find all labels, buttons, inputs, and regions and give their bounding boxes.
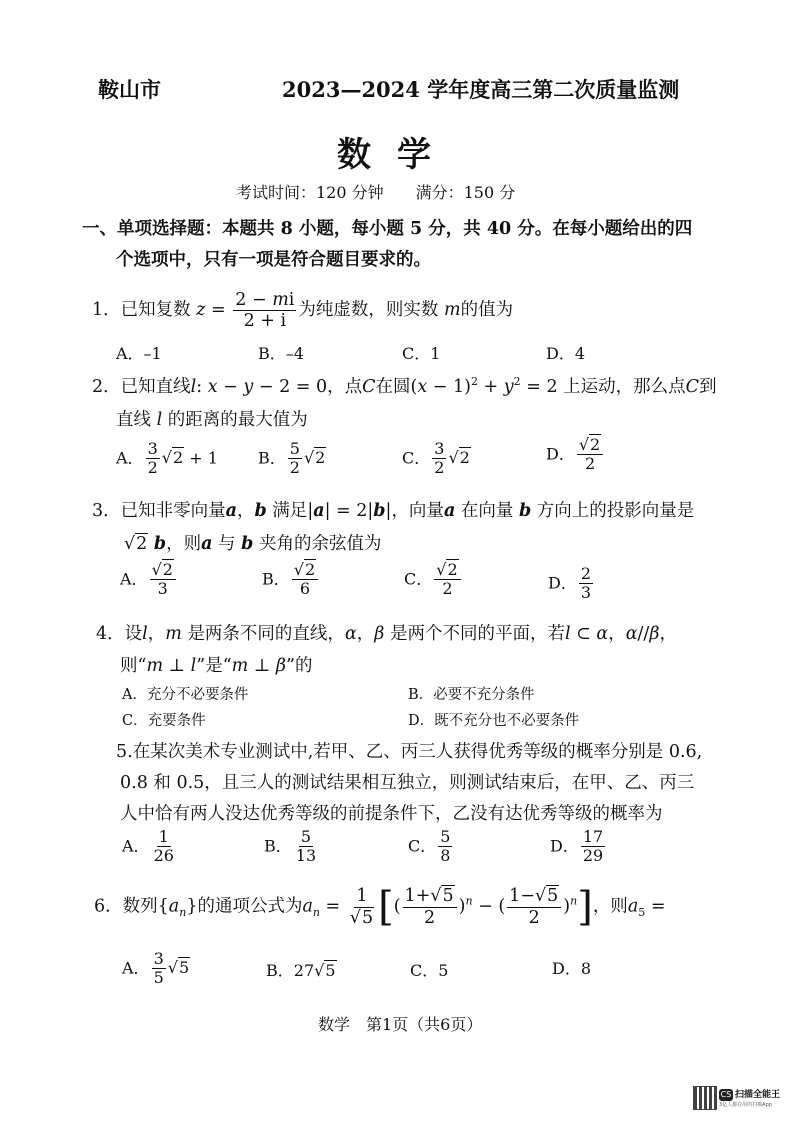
q3-option-b: B． $\frac{√2}{6}$ — [262, 561, 320, 599]
question-3-line1: 3．已知非零向量a，b 满足|a| = 2|b|，向量a 在向量 b 方向上的投影向量是 — [92, 501, 695, 521]
q6-option-b: B．27√5 — [266, 961, 336, 980]
exam-info: 考试时间：120 分钟 满分：150 分 — [236, 183, 516, 202]
camscanner-logo-icon: CS — [720, 1090, 732, 1099]
q2-option-d: D． $\frac{√2}{2}$ — [546, 436, 605, 474]
q6-option-a: A． $\frac{3}{5}$ √5 — [122, 949, 190, 988]
question-3-line2: √2 b，则a 与 b 夹角的余弦值为 — [124, 534, 382, 554]
question-5-line3: 人中恰有两人没达优秀等级的前提条件下，乙没有达优秀等级的概率为 — [120, 804, 663, 824]
q2-option-b: B． $\frac{5}{2}$ √2 — [258, 439, 326, 478]
q4-option-a: A．充分不必要条件 — [122, 687, 249, 703]
q3-option-a: A． $\frac{√2}{3}$ — [120, 561, 178, 599]
q1-option-b: B．–4 — [258, 344, 304, 363]
question-4-line1: 4．设l，m 是两条不同的直线，α，β 是两个不同的平面，若l ⊂ α，α//β， — [96, 624, 677, 644]
question-5-line2: 0.8 和 0.5，且三人的测试结果相互独立，则测试结束后，在甲、乙、丙三 — [120, 773, 695, 793]
q2-option-c: C． $\frac{3}{2}$ √2 — [402, 439, 470, 478]
watermark-subtitle: 3亿人都在用的扫描App — [719, 1102, 772, 1108]
q6-option-d: D．8 — [552, 959, 592, 978]
header-exam-title: 2023—2024 学年度高三第二次质量监测 — [282, 77, 680, 102]
q1-option-d: D．4 — [546, 344, 586, 363]
question-4-line2: 则“m ⊥ l”是“m ⊥ β”的 — [120, 656, 313, 676]
section1-line2: 个选项中，只有一项是符合题目要求的。 — [116, 250, 431, 270]
q3-option-d: D． $\frac{2}{3}$ — [548, 564, 592, 603]
q4-option-b: B．必要不充分条件 — [408, 687, 535, 703]
question-6: 6．数列$\{a_n\}$的通项公式为$a_n$ = $\frac{1}{√5}$ [( $\frac{1+√5}{2}$ )$^n$ − ( $\frac{1-√5}{2}$ )$^n$]，则$a_5$ = — [94, 884, 666, 930]
q4-option-c: C．充要条件 — [122, 713, 206, 729]
question-2-line2: 直线 l 的距离的最大值为 — [116, 410, 308, 430]
q5-option-d: D． $\frac{17}{29}$ — [550, 827, 604, 866]
header-city: 鞍山市 — [98, 77, 161, 102]
q1-option-c: C．1 — [402, 344, 441, 363]
camscanner-watermark — [693, 1086, 789, 1110]
q5-option-c: C． $\frac{5}{8}$ — [408, 827, 451, 866]
q4-option-d: D．既不充分也不必要条件 — [408, 713, 580, 729]
q3-option-c: C． $\frac{√2}{2}$ — [404, 561, 463, 599]
q6-option-c: C．5 — [410, 961, 449, 980]
section1-line1: 一、单项选择题：本题共 8 小题，每小题 5 分，共 40 分。在每小题给出的四 — [82, 219, 693, 239]
page-footer: 数学 第1页（共6页） — [318, 1015, 483, 1034]
q5-option-b: B． $\frac{5}{13}$ — [264, 827, 317, 866]
question-1: 1．已知复数 z = $\frac{2 - mi}{2 + i}$ 为纯虚数，则实数 m的值为 — [92, 290, 514, 332]
qr-code-icon — [693, 1086, 717, 1110]
q5-option-a: A． $\frac{1}{26}$ — [122, 827, 174, 866]
q1-option-a: A．–1 — [116, 344, 162, 363]
watermark-title: 扫描全能王 — [735, 1090, 781, 1100]
question-2-line1: 2．已知直线l: x − y − 2 = 0，点C在圆$(x - 1)^2 + y^2 = 2$ 上运动，那么点C到 — [92, 375, 717, 397]
question-5-line1: 5.在某次美术专业测试中,若甲、乙、丙三人获得优秀等级的概率分别是 0.6, — [116, 742, 703, 762]
q2-option-a: A． $\frac{3}{2}$ √2 + 1 — [116, 439, 218, 478]
subject-title: 数学 — [337, 135, 457, 175]
